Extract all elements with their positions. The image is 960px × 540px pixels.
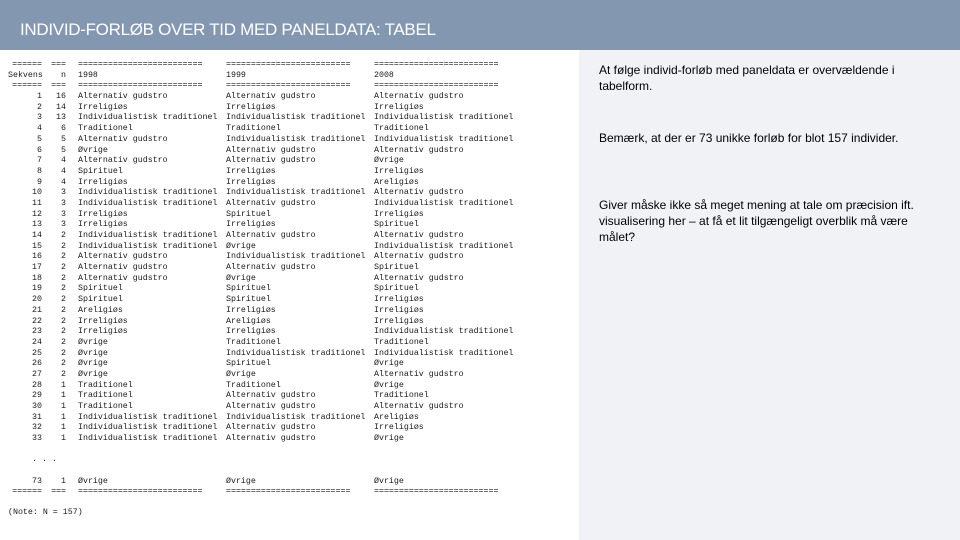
sequence-number: 5: [37, 134, 42, 144]
column-header: 2008: [374, 70, 394, 80]
notes-panel: [579, 50, 960, 540]
cell-1999: Alternativ gudstro: [226, 231, 316, 240]
cell-1999: Traditionel: [226, 124, 281, 134]
sequence-number: 27: [32, 369, 42, 379]
cell-1998: Alternativ gudstro: [78, 263, 168, 273]
count-cell: 1: [61, 391, 66, 401]
table-row: [8, 423, 424, 434]
cell-1999: Alternativ gudstro: [226, 391, 316, 401]
cell-2008: Øvrige: [374, 359, 404, 369]
cell-1998: Traditionel: [78, 380, 133, 390]
cell-2008: Individualistisk traditionel: [374, 113, 514, 123]
cell-2008: Areligiøs: [374, 412, 419, 422]
cell-1999: Traditionel: [226, 380, 281, 390]
cell-2008: Alternativ gudstro: [374, 231, 464, 240]
count-cell: 2: [61, 231, 66, 240]
cell-1999: Alternativ gudstro: [226, 402, 316, 411]
sequence-number: 23: [32, 327, 42, 337]
sequence-number: 13: [32, 220, 42, 230]
cell-2008: Spirituel: [374, 220, 419, 230]
sequence-number: 21: [32, 305, 42, 315]
sequence-number: 2: [37, 102, 42, 112]
table-row: [8, 145, 464, 157]
cell-2008: Spirituel: [374, 284, 419, 294]
cell-1999: Alternativ gudstro: [226, 145, 316, 155]
count-cell: 6: [61, 124, 66, 134]
count-cell: 2: [61, 348, 66, 358]
cell-1999: Spirituel: [226, 359, 271, 369]
cell-1999: Øvrige: [226, 476, 256, 486]
count-cell: 1: [61, 412, 66, 422]
cell-1999: Irreligiøs: [226, 327, 276, 337]
count-cell: 4: [61, 166, 66, 176]
cell-1999: Traditionel: [226, 337, 281, 347]
cell-1998: Alternativ gudstro: [78, 92, 168, 102]
sequence-number: 22: [32, 316, 42, 326]
cell-1998: Øvrige: [78, 145, 108, 155]
table-row: [8, 402, 464, 413]
cell-1999: Spirituel: [226, 284, 271, 294]
cell-1998: Individualistisk traditionel: [78, 241, 218, 251]
cell-1998: Spirituel: [78, 284, 123, 294]
count-cell: 1: [61, 434, 66, 444]
cell-2008: Alternativ gudstro: [374, 145, 464, 155]
separator: =========================: [78, 60, 203, 69]
cell-1998: Individualistisk traditionel: [78, 231, 218, 240]
table-row: [8, 263, 419, 274]
cell-2008: Irreligiøs: [374, 316, 424, 326]
table-row: [8, 209, 424, 221]
cell-1998: Øvrige: [78, 476, 108, 486]
sequence-number: 26: [32, 359, 42, 369]
sequence-number: 16: [32, 252, 42, 262]
separator: =========================: [374, 487, 499, 497]
sequence-number: 28: [32, 380, 42, 390]
cell-1999: Areligiøs: [226, 316, 271, 326]
sequence-number: 20: [32, 295, 42, 305]
cell-2008: Spirituel: [374, 263, 419, 273]
cell-2008: Alternativ gudstro: [374, 273, 464, 283]
count-cell: 3: [61, 209, 66, 219]
table-row: [8, 166, 424, 178]
cell-2008: Øvrige: [374, 380, 404, 390]
cell-2008: Alternativ gudstro: [374, 402, 464, 411]
count-cell: 3: [61, 220, 66, 230]
count-cell: 2: [61, 252, 66, 262]
count-cell: 1: [61, 423, 66, 433]
cell-1998: Traditionel: [78, 402, 133, 411]
count-cell: 1: [61, 380, 66, 390]
cell-1998: Øvrige: [78, 359, 108, 369]
column-header: 1998: [78, 70, 98, 80]
table-row: [8, 134, 514, 146]
separator: =========================: [226, 60, 351, 69]
table-row: [8, 177, 419, 189]
cell-1998: Irreligiøs: [78, 327, 128, 337]
count-cell: 2: [61, 295, 66, 305]
note-text: At følge individ-forløb med paneldata er overvældende i tabelform.: [599, 63, 895, 93]
separator-row: [8, 487, 499, 498]
separator: =========================: [78, 487, 203, 497]
cell-1998: Traditionel: [78, 124, 133, 134]
count-cell: 2: [61, 316, 66, 326]
cell-1999: Øvrige: [226, 273, 256, 283]
cell-2008: Øvrige: [374, 434, 404, 444]
table-row: [8, 188, 464, 199]
cell-1998: Alternativ gudstro: [78, 273, 168, 283]
separator: =========================: [374, 81, 499, 91]
count-cell: 2: [61, 263, 66, 273]
cell-1998: Individualistisk traditionel: [78, 188, 218, 198]
cell-1999: Individualistisk traditionel: [226, 113, 366, 123]
count-cell: 14: [56, 102, 66, 112]
cell-2008: Irreligiøs: [374, 305, 424, 315]
separator: =========================: [226, 487, 351, 497]
sequence-number: 4: [37, 124, 42, 134]
cell-1999: Irreligiøs: [226, 166, 276, 176]
cell-2008: Alternativ gudstro: [374, 188, 464, 198]
cell-2008: Areligiøs: [374, 177, 419, 187]
cell-2008: Individualistisk traditionel: [374, 241, 514, 251]
header-row: [8, 70, 394, 82]
cell-2008: Traditionel: [374, 124, 429, 134]
sequence-number: 6: [37, 145, 42, 155]
sequence-number: 15: [32, 241, 42, 251]
cell-1999: Alternativ gudstro: [226, 92, 316, 102]
count-cell: 2: [61, 305, 66, 315]
table-row: [8, 369, 464, 381]
table-row: [8, 252, 464, 263]
column-header: 1999: [226, 70, 246, 80]
count-cell: 1: [61, 402, 66, 411]
cell-2008: Alternativ gudstro: [374, 252, 464, 262]
sequence-number: 29: [32, 391, 42, 401]
table-row: [8, 295, 424, 306]
table-footnote: (Note: N = 157): [8, 508, 83, 518]
separator-row: [8, 60, 499, 71]
sequence-number: 25: [32, 348, 42, 358]
separator: ===: [51, 81, 66, 91]
cell-1998: Individualistisk traditionel: [78, 412, 218, 422]
cell-2008: Traditionel: [374, 391, 429, 401]
separator: ======: [12, 60, 42, 69]
count-cell: 2: [61, 241, 66, 251]
table-row: [8, 434, 404, 445]
count-cell: 16: [56, 92, 66, 102]
cell-1998: Øvrige: [78, 348, 108, 358]
column-header: Sekvens: [8, 70, 43, 80]
sequence-number: 30: [32, 402, 42, 411]
count-cell: 2: [61, 284, 66, 294]
count-cell: 5: [61, 145, 66, 155]
table-row: [8, 231, 464, 242]
count-cell: 3: [61, 188, 66, 198]
cell-2008: Traditionel: [374, 337, 429, 347]
sequence-number: 17: [32, 263, 42, 273]
cell-1999: Irreligiøs: [226, 220, 276, 230]
table-row: [8, 327, 514, 338]
cell-2008: Irreligiøs: [374, 166, 424, 176]
table-row: [8, 391, 429, 402]
separator-row: [8, 81, 499, 92]
table-row: [8, 113, 514, 124]
cell-2008: Individualistisk traditionel: [374, 198, 514, 208]
cell-1999: Individualistisk traditionel: [226, 252, 366, 262]
table-row: [8, 198, 514, 210]
table-row: [8, 359, 404, 370]
separator: =========================: [78, 81, 203, 91]
cell-1998: Alternativ gudstro: [78, 156, 168, 166]
cell-2008: Alternativ gudstro: [374, 369, 464, 379]
table-row: [8, 241, 514, 253]
sequence-number: 12: [32, 209, 42, 219]
sequence-number: 32: [32, 423, 42, 433]
sequence-number: 11: [32, 198, 42, 208]
cell-1998: Irreligiøs: [78, 209, 128, 219]
column-header: n: [61, 70, 66, 80]
cell-1998: Spirituel: [78, 166, 123, 176]
cell-2008: Alternativ gudstro: [374, 92, 464, 102]
cell-1998: Individualistisk traditionel: [78, 113, 218, 123]
cell-1999: Alternativ gudstro: [226, 423, 316, 433]
title-bar: [0, 0, 960, 50]
cell-1999: Spirituel: [226, 295, 271, 305]
separator: ======: [12, 487, 42, 497]
separator: =========================: [226, 81, 351, 91]
separator: ======: [12, 81, 42, 91]
sequence-number: 24: [32, 337, 42, 347]
cell-1998: Alternativ gudstro: [78, 134, 168, 144]
count-cell: 2: [61, 327, 66, 337]
sequence-number: 9: [37, 177, 42, 187]
table-row: [8, 273, 464, 285]
table-row: [8, 316, 424, 328]
cell-1998: Irreligiøs: [78, 220, 128, 230]
cell-1999: Irreligiøs: [226, 102, 276, 112]
cell-2008: Individualistisk traditionel: [374, 348, 514, 358]
cell-1999: Irreligiøs: [226, 177, 276, 187]
cell-2008: Irreligiøs: [374, 209, 424, 219]
cell-2008: Individualistisk traditionel: [374, 327, 514, 337]
cell-2008: Irreligiøs: [374, 295, 424, 305]
cell-1998: Individualistisk traditionel: [78, 198, 218, 208]
sequence-number: 10: [32, 188, 42, 198]
cell-1998: Alternativ gudstro: [78, 252, 168, 262]
sequence-number: 33: [32, 434, 42, 444]
separator: ===: [51, 487, 66, 497]
cell-1999: Individualistisk traditionel: [226, 188, 366, 198]
cell-1999: Øvrige: [226, 369, 256, 379]
cell-2008: Øvrige: [374, 476, 404, 486]
cell-1998: Irreligiøs: [78, 177, 128, 187]
sequence-number: 7: [37, 156, 42, 166]
count-cell: 2: [61, 359, 66, 369]
table-row: [8, 220, 419, 231]
cell-2008: Øvrige: [374, 156, 404, 166]
cell-1999: Alternativ gudstro: [226, 156, 316, 166]
count-cell: 5: [61, 134, 66, 144]
table-row: [8, 284, 419, 295]
table-row: [8, 337, 429, 349]
cell-1998: Spirituel: [78, 295, 123, 305]
slide-title: INDIVID-FORLØB OVER TID MED PANELDATA: TABEL: [20, 20, 436, 39]
table-row: [8, 476, 404, 488]
table-row: [8, 92, 464, 103]
cell-2008: Irreligiøs: [374, 102, 424, 112]
cell-1998: Irreligiøs: [78, 316, 128, 326]
sequence-number: 19: [32, 284, 42, 294]
sequence-number: 14: [32, 231, 42, 240]
sequence-number: 18: [32, 273, 42, 283]
cell-1999: Alternativ gudstro: [226, 434, 316, 444]
count-cell: 2: [61, 337, 66, 347]
note-text: Giver måske ikke så meget mening at tale om præcision ift. visualisering her – at få et lit tilgængeligt overblik må være målet?: [599, 198, 914, 244]
separator: =========================: [374, 60, 499, 69]
count-cell: 2: [61, 369, 66, 379]
cell-1999: Alternativ gudstro: [226, 198, 316, 208]
table-row: [8, 156, 404, 167]
count-cell: 13: [56, 113, 66, 123]
note-text: Bemærk, at der er 73 unikke forløb for blot 157 individer.: [599, 131, 899, 145]
sequence-number: 31: [32, 412, 42, 422]
sequence-number: 73: [32, 476, 42, 486]
table-row: [8, 380, 404, 392]
ellipsis: . . .: [32, 455, 57, 464]
cell-1998: Irreligiøs: [78, 102, 128, 112]
cell-1998: Individualistisk traditionel: [78, 434, 218, 444]
table-row: [8, 348, 514, 360]
cell-2008: Irreligiøs: [374, 423, 424, 433]
cell-1999: Irreligiøs: [226, 305, 276, 315]
cell-1998: Individualistisk traditionel: [78, 423, 218, 433]
cell-1999: Øvrige: [226, 241, 256, 251]
count-cell: 3: [61, 198, 66, 208]
sequence-number: 3: [37, 113, 42, 123]
table-row: [8, 124, 429, 135]
sequence-number: 1: [37, 92, 42, 102]
count-cell: 4: [61, 177, 66, 187]
cell-1999: Spirituel: [226, 209, 271, 219]
cell-1999: Individualistisk traditionel: [226, 412, 366, 422]
cell-1999: Individualistisk traditionel: [226, 348, 366, 358]
table-row: [8, 412, 419, 424]
separator: ===: [51, 60, 66, 69]
count-cell: 1: [61, 476, 66, 486]
table-row: [8, 102, 424, 114]
sequence-table: [8, 60, 514, 519]
count-cell: 2: [61, 273, 66, 283]
count-cell: 4: [61, 156, 66, 166]
sequence-number: 8: [37, 166, 42, 176]
cell-1999: Alternativ gudstro: [226, 263, 316, 273]
cell-1999: Individualistisk traditionel: [226, 134, 366, 144]
cell-1998: Areligiøs: [78, 305, 123, 315]
cell-1998: Traditionel: [78, 391, 133, 401]
cell-1998: Øvrige: [78, 369, 108, 379]
table-row: [8, 305, 424, 317]
cell-2008: Individualistisk traditionel: [374, 134, 514, 144]
cell-1998: Øvrige: [78, 337, 108, 347]
